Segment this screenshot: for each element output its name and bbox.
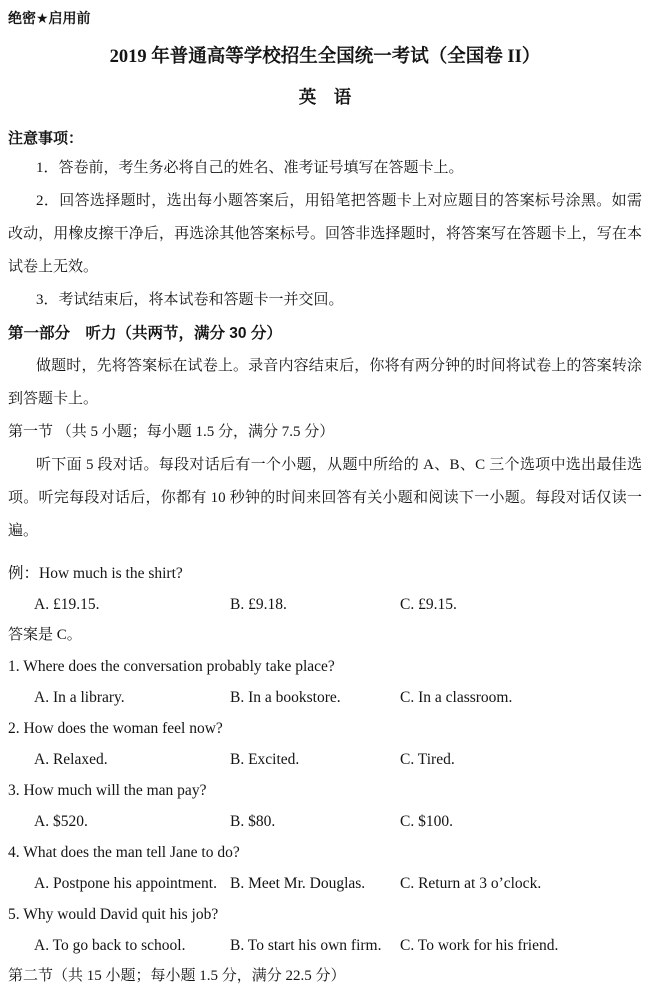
exam-title: 2019 年普通高等学校招生全国统一考试（全国卷 II） [109,47,541,67]
question-1-prompt: 1. Where does the conversation probably take place? [8,658,335,675]
question-4-option-c: C. Return at 3 o’clock. [400,875,542,892]
example-option-c: C. £9.15. [400,596,457,613]
example-option-b: B. £9.18. [230,596,287,613]
notice-item-3: 3．考试结束后，将本试卷和答题卡一并交回。 [36,292,344,308]
part1-intro: 做题时，先将答案标在试卷上。录音内容结束后，你将有两分钟的时间将试卷上的答案转涂到答题卡上。 [8,358,642,407]
notice-heading: 注意事项： [8,130,84,147]
question-3-options-row [8,806,642,837]
question-4-prompt: 4. What does the man tell Jane to do? [8,844,240,861]
question-5 [8,899,642,961]
question-5-option-b: B. To start his own firm. [230,937,382,954]
example-answer-note: 答案是 C。 [8,627,82,643]
part1-heading: 第一部分 听力（共两节，满分 30 分） [8,325,282,342]
question-2-option-a: A. Relaxed. [34,751,108,768]
question-5-option-c: C. To work for his friend. [400,937,559,954]
example-question [8,558,642,651]
question-4 [8,837,642,899]
example-option-a: A. £19.15. [34,596,100,613]
subject-title: 英 语 [298,87,352,107]
question-3-option-c: C. $100. [400,813,453,830]
question-3-prompt: 3. How much will the man pay? [8,782,207,799]
question-4-option-b: B. Meet Mr. Douglas. [230,875,366,892]
question-2-option-b: B. Excited. [230,751,300,768]
notice-item-1: 1．答卷前，考生务必将自己的姓名、准考证号填写在答题卡上。 [36,160,464,176]
example-options-row [8,589,642,620]
question-5-option-a: A. To go back to school. [34,937,186,954]
question-2-options-row [8,744,642,775]
question-2 [8,713,642,775]
question-5-options-row [8,930,642,961]
section2-heading: 第二节（共 15 小题；每小题 1.5 分，满分 22.5 分） [8,968,346,984]
question-5-prompt: 5. Why would David quit his job? [8,906,219,923]
question-4-options-row [8,868,642,899]
question-1-options-row [8,682,642,713]
question-1-option-b: B. In a bookstore. [230,689,341,706]
question-1-option-c: C. In a classroom. [400,689,513,706]
question-1 [8,651,642,713]
section1-intro: 听下面 5 段对话。每段对话后有一个小题，从题中所给的 A、B、C 三个选项中选出最佳选项。听完每段对话后，你都有 10 秒钟的时间来回答有关小题和阅读下一小题。每段对话仅读一遍。 [8,457,642,539]
question-2-prompt: 2. How does the woman feel now? [8,720,223,737]
question-2-option-c: C. Tired. [400,751,455,768]
section1-heading: 第一节 （共 5 小题；每小题 1.5 分，满分 7.5 分） [8,424,335,440]
classification-label: 绝密★启用前 [8,10,91,26]
notice-item-2: 2．回答选择题时，选出每小题答案后，用铅笔把答题卡上对应题目的答案标号涂黑。如需改动，用橡皮擦干净后，再选涂其他答案标号。回答非选择题时，将答案写在答题卡上，写在本试卷上无效。 [8,193,642,275]
example-prompt: 例：How much is the shirt? [8,565,183,582]
question-3-option-b: B. $80. [230,813,276,830]
question-4-option-a: A. Postpone his appointment. [34,875,217,892]
question-1-option-a: A. In a library. [34,689,125,706]
question-3 [8,775,642,837]
question-3-option-a: A. $520. [34,813,88,830]
